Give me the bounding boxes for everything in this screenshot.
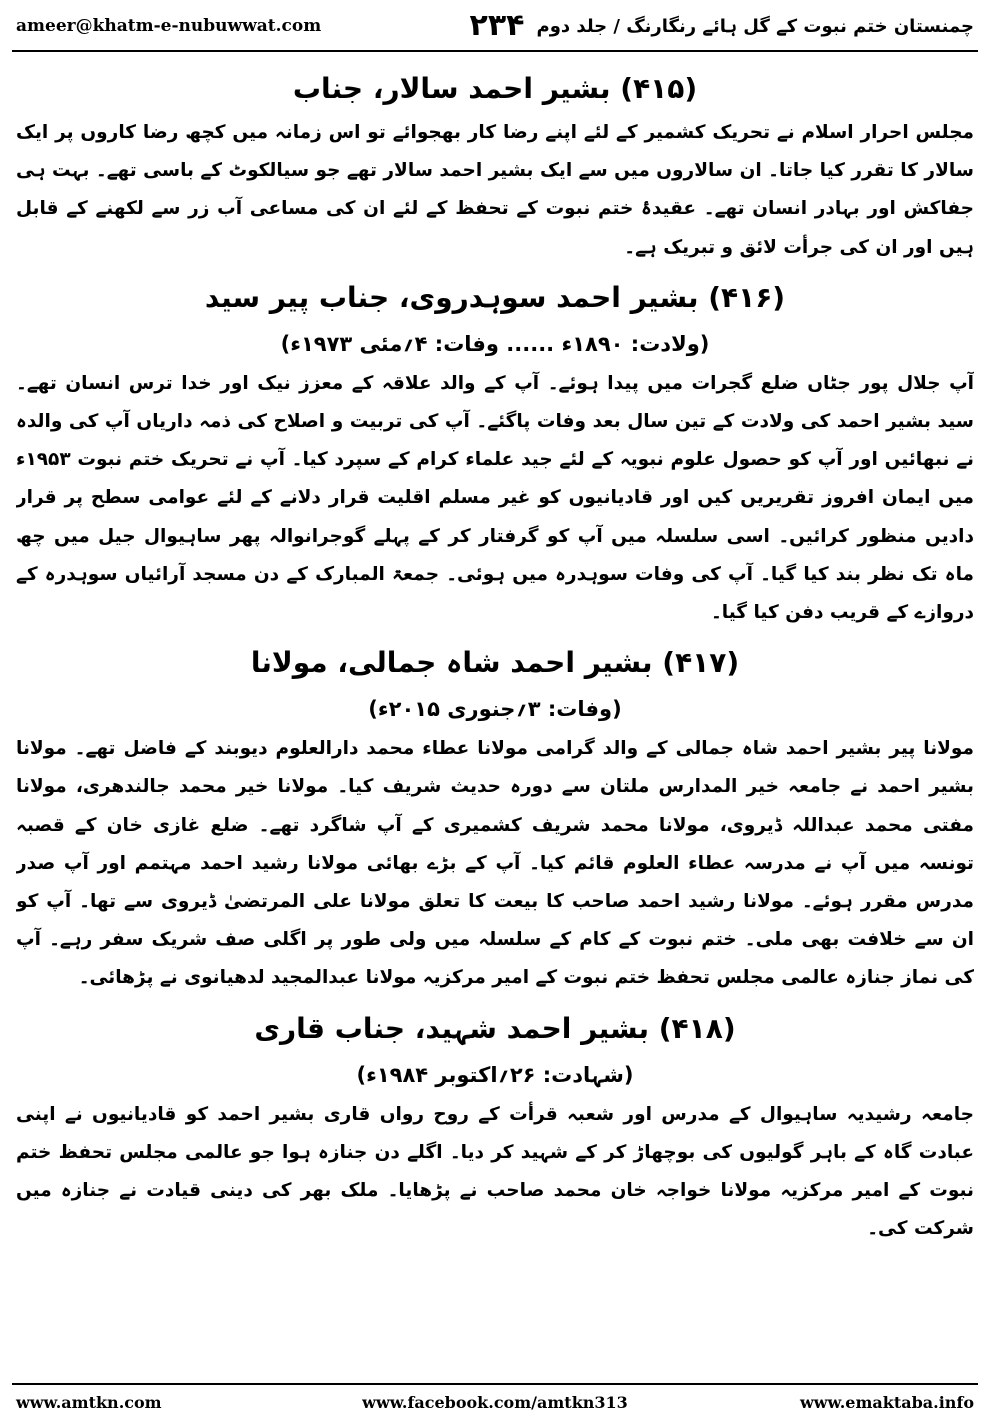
entry-dates: (وفات: ۳؍جنوری ۲۰۱۵ء) [368, 697, 622, 722]
footer-divider [12, 1383, 978, 1385]
footer-link-amtkn[interactable]: www.amtkn.com [16, 1393, 162, 1412]
entry-dates: (شہادت: ۲۶؍اکتوبر ۱۹۸۴ء) [356, 1062, 634, 1087]
entry-415 [16, 64, 974, 267]
page-header [12, 4, 978, 52]
entry-418 [16, 1004, 974, 1249]
entry-paragraph: آپ جلال پور جٹاں ضلع گجرات میں پیدا ہوئے۔ آپ کے والد علاقہ کے معزز نیک اور خدا ترس انسان تھے۔ سید بشیر احمد کی ولادت کے تین سال بعد وفات پاگئے۔ آپ کی تربیت و اصلاح کی ذمہ داریاں آپ کی والدہ نے نبھائیں اور آپ کو حصول علوم نبویہ کے لئے جید علماء کرام کے سپرد کیا۔ آپ نے تحریک ختم نبوت ۱۹۵۳ء میں ایمان افروز تقریریں کیں اور قادیانیوں کو غیر مسلم اقلیت قرار دلانے کے لئے عوامی سطح پر قرار دادیں منظور کرائیں۔ اسی سلسلہ میں آپ کو گرفتار کر کے پہلے گوجرانوالہ پھر ساہیوال جیل میں چھ ماہ تک نظر بند کیا گیا۔ آپ کی وفات سوہدرہ میں ہوئی۔ جمعۃ المبارک کے دن مسجد آرائیاں سوہدرہ کے دروازے کے قریب دفن کیا گیا۔ [16, 372, 974, 624]
footer-link-facebook[interactable]: www.facebook.com/amtkn313 [362, 1393, 628, 1412]
entry-heading: (۴۱۵) بشیر احمد سالار، جناب [292, 72, 698, 105]
header-divider [12, 50, 978, 52]
footer-link-emaktaba[interactable]: www.emaktaba.info [800, 1393, 974, 1412]
entry-heading: (۴۱۸) بشیر احمد شہید، جناب قاری [254, 1011, 736, 1045]
entry-417 [16, 638, 974, 997]
page-body [16, 64, 974, 1372]
entry-heading: (۴۱۶) بشیر احمد سوہدروی، جناب پیر سید [204, 280, 786, 314]
entry-paragraph: جامعہ رشیدیہ ساہیوال کے مدرس اور شعبہ قرأت کے روح رواں قاری بشیر احمد کو قادیانیوں نے اپنی عبادت گاہ کے باہر گولیوں کی بوچھاڑ کر کے شہید کر دیا۔ اگلے دن جنازہ ہوا جو عالمی مجلس تحفظ ختم نبوت کے امیر مرکزیہ مولانا خواجہ خان محمد صاحب نے پڑھایا۔ ملک بھر کی دینی قیادت نے جنازہ میں شرکت کی۔ [16, 1103, 974, 1240]
entry-paragraph: مولانا پیر بشیر احمد شاہ جمالی کے والد گرامی مولانا عطاء محمد دارالعلوم دیوبند کے فاضل تھے۔ مولانا بشیر احمد نے جامعہ خیر المدارس ملتان سے دورہ حدیث شریف کیا۔ مولانا خیر محمد جالندھری، مولانا مفتی محمد عبداللہ ڈیروی، مولانا محمد شریف کشمیری کے آپ شاگرد تھے۔ ضلع غازی خان کے قصبہ تونسہ میں آپ نے مدرسہ عطاء العلوم قائم کیا۔ آپ کے بڑے بھائی مولانا رشید احمد مہتمم اور آپ صدر مدرس مقرر ہوئے۔ مولانا رشید احمد صاحب کا بیعت کا تعلق مولانا علی المرتضیٰ ڈیروی سے تھا۔ آپ کو ان سے خلافت بھی ملی۔ ختم نبوت کے کام کے سلسلہ میں ولی طور پر اگلی صف شریک سفر رہے۔ آپ کی نماز جنازہ عالمی مجلس تحفظ ختم نبوت کے امیر مرکزیہ مولانا عبدالمجید لدھیانوی نے پڑھائی۔ [16, 738, 974, 989]
entry-heading: (۴۱۷) بشیر احمد شاہ جمالی، مولانا [250, 646, 740, 680]
book-title: چمنستان ختم نبوت کے گل ہائے رنگارنگ / جلد دوم [536, 16, 974, 37]
entry-dates: (ولادت: ۱۸۹۰ء ...... وفات: ۴؍مئی ۱۹۷۳ء) [280, 331, 710, 356]
page-number: ۲۳۴ [469, 8, 525, 43]
page-footer [12, 1390, 978, 1416]
entry-paragraph: مجلس احرار اسلام نے تحریک کشمیر کے لئے اپنے رضا کار بھجوائے تو اس زمانہ میں کچھ رضا کاروں پر ایک سالار کا تقرر کیا جاتا۔ ان سالاروں میں سے ایک بشیر احمد سالار تھے جو سیالکوٹ کے باسی تھے۔ بہت ہی جفاکش اور بہادر انسان تھے۔ عقیدۂ ختم نبوت کے تحفظ کے لئے ان کی مساعی آب زر سے لکھنے کے قابل ہیں اور ان کی جرأت لائق و تبریک ہے۔ [16, 122, 974, 258]
entry-416 [16, 273, 974, 632]
header-email: ameer@khatm-e-nubuwwat.com [16, 16, 322, 36]
